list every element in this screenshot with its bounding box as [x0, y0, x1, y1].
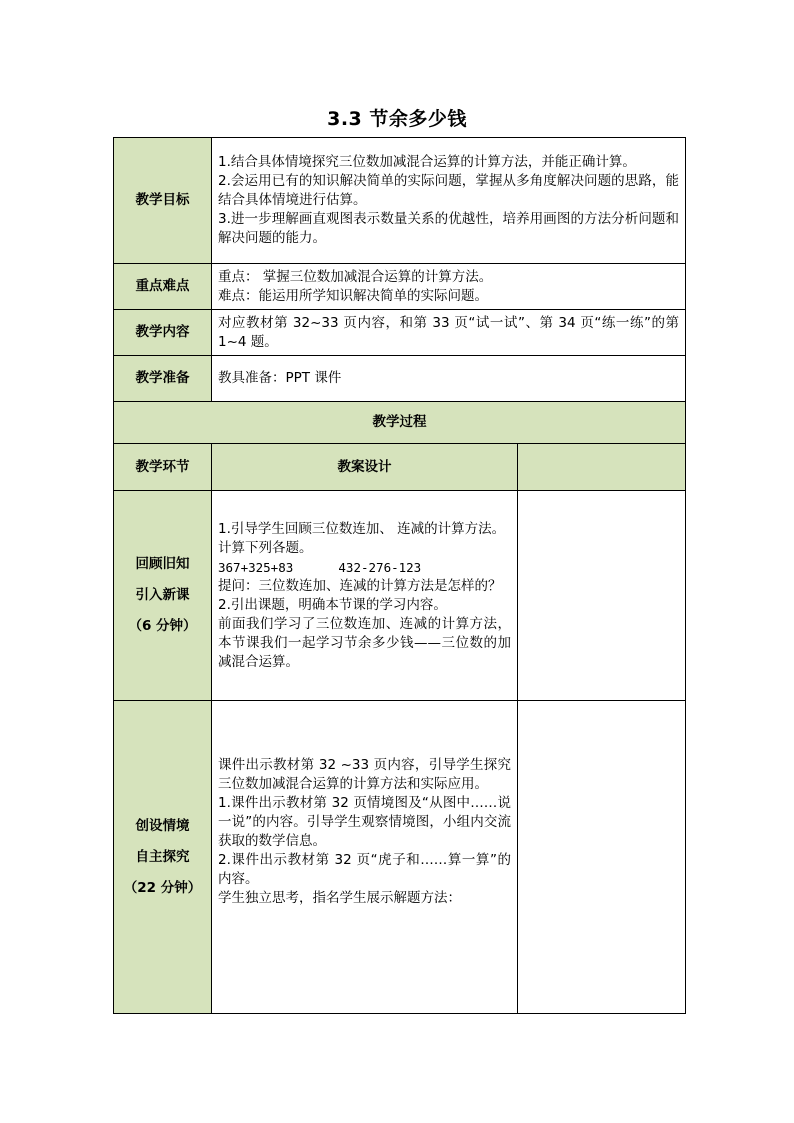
row-column-headers	[114, 444, 686, 491]
goals-label: 教学目标	[114, 138, 212, 264]
design-line: 计算下列各题。	[218, 539, 313, 556]
design-line: 课件出示教材第 32 ~33 页内容，引导学生探究三位数加减混合运算的计算方法和实际应用。	[218, 757, 511, 792]
row-content	[114, 310, 686, 356]
stage-explore-label	[114, 701, 212, 1014]
row-key-points	[114, 264, 686, 310]
key-point-line: 重点： 掌握三位数加减混合运算的计算方法。	[218, 268, 493, 285]
key-points-content	[212, 264, 686, 310]
stage-explore-notes	[518, 701, 686, 1014]
row-goals	[114, 138, 686, 264]
goal-line: 1.结合具体情境探究三位数加减混合运算的计算方法，并能正确计算。	[218, 154, 636, 170]
prep-label: 教学准备	[114, 356, 212, 402]
row-stage-explore	[114, 701, 686, 1014]
lesson-plan-table	[113, 137, 686, 1014]
row-prep	[114, 356, 686, 402]
stage-label-line: （22 分钟）	[123, 879, 202, 896]
content-text: 对应教材第 32~33 页内容，和第 33 页“试一试”、第 34 页“练一练”的第 1~4 题。	[212, 310, 686, 356]
page-title: 3.3 节余多少钱	[327, 108, 467, 130]
stage-review-label	[114, 491, 212, 701]
stage-explore-design	[212, 701, 518, 1014]
row-process-header	[114, 402, 686, 444]
stage-label-line: 创设情境	[135, 817, 190, 834]
stage-review-design	[212, 491, 518, 701]
design-line: 前面我们学习了三位数连加、连减的计算方法，本节课我们一起学习节余多少钱——三位数的加减混合运算。	[218, 615, 511, 670]
prep-text: 教具准备：PPT 课件	[212, 356, 686, 402]
design-line: 1.引导学生回顾三位数连加、 连减的计算方法。	[218, 520, 506, 537]
process-header: 教学过程	[114, 402, 686, 444]
goal-line: 2.会运用已有的知识解决简单的实际问题，掌握从多角度解决问题的思路，能结合具体情境进行估算。	[218, 173, 680, 208]
stage-review-notes	[518, 491, 686, 701]
col-empty-header	[518, 444, 686, 491]
design-line: 1.课件出示教材第 32 页情境图及“从图中……说一说”的内容。引导学生观察情境图，小组内交流获取的数学信息。	[218, 795, 511, 849]
content-label: 教学内容	[114, 310, 212, 356]
key-point-line: 难点：能运用所学知识解决简单的实际问题。	[218, 287, 488, 304]
goals-content	[212, 138, 686, 264]
design-line: 学生独立思考，指名学生展示解题方法：	[218, 890, 461, 906]
row-stage-review	[114, 491, 686, 701]
key-points-label: 重点难点	[114, 264, 212, 310]
blank-space	[218, 908, 511, 958]
stage-label-line: 自主探究	[135, 848, 190, 865]
col-design-header: 教案设计	[212, 444, 518, 491]
col-stage-header: 教学环节	[114, 444, 212, 491]
goal-line: 3.进一步理解画直观图表示数量关系的优越性，培养用画图的方法分析问题和解决问题的能力。	[218, 211, 680, 246]
stage-label-line: 引入新课	[135, 587, 190, 603]
design-line-equations: 367+325+83 432-276-123	[218, 559, 422, 575]
design-line: 2.课件出示教材第 32 页“虎子和……算一算”的内容。	[218, 852, 511, 887]
stage-label-line: （6 分钟）	[128, 618, 197, 634]
design-line: 提问：三位数连加、连减的计算方法是怎样的？	[218, 577, 502, 594]
stage-label-line: 回顾旧知	[135, 556, 190, 572]
design-line: 2.引出课题，明确本节课的学习内容。	[218, 596, 447, 613]
